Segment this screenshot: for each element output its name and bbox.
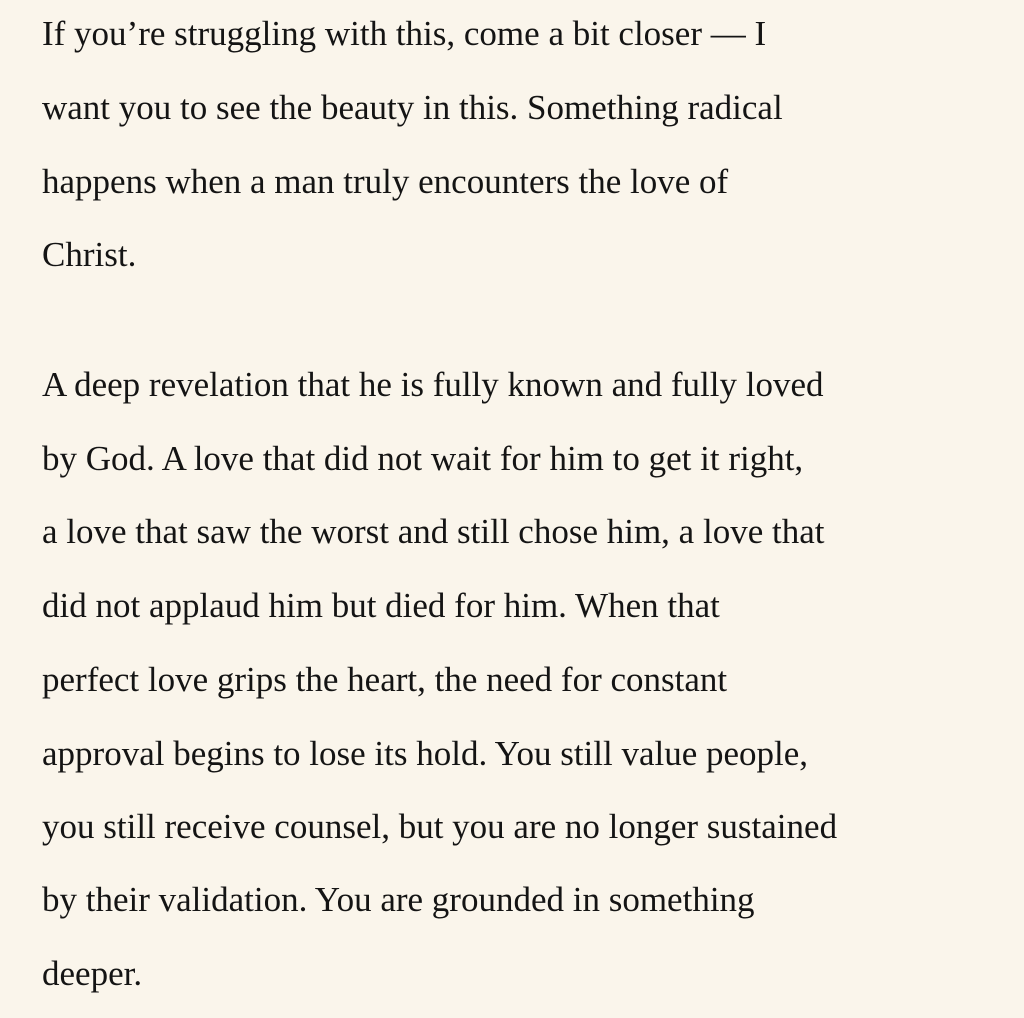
text-line: you still receive counsel, but you are no longer sustained: [42, 807, 838, 846]
text-line: a love that saw the worst and still chose him, a love that: [42, 512, 825, 551]
text-line: happens when a man truly encounters the love of: [42, 162, 729, 201]
text-line: by God. A love that did not wait for him to get it right,: [42, 439, 804, 478]
text-line: by their validation. You are grounded in something: [42, 880, 755, 919]
text-line: perfect love grips the heart, the need for constant: [42, 660, 728, 699]
text-line: want you to see the beauty in this. Something radical: [42, 88, 783, 127]
text-line: deeper.: [42, 954, 143, 993]
text-line: If you’re struggling with this, come a bit closer — I: [42, 14, 767, 53]
text-line: A deep revelation that he is fully known and fully loved: [42, 365, 824, 404]
text-line: did not applaud him but died for him. When that: [42, 586, 720, 625]
text-line: Christ.: [42, 235, 137, 274]
text-line: approval begins to lose its hold. You still value people,: [42, 734, 809, 773]
